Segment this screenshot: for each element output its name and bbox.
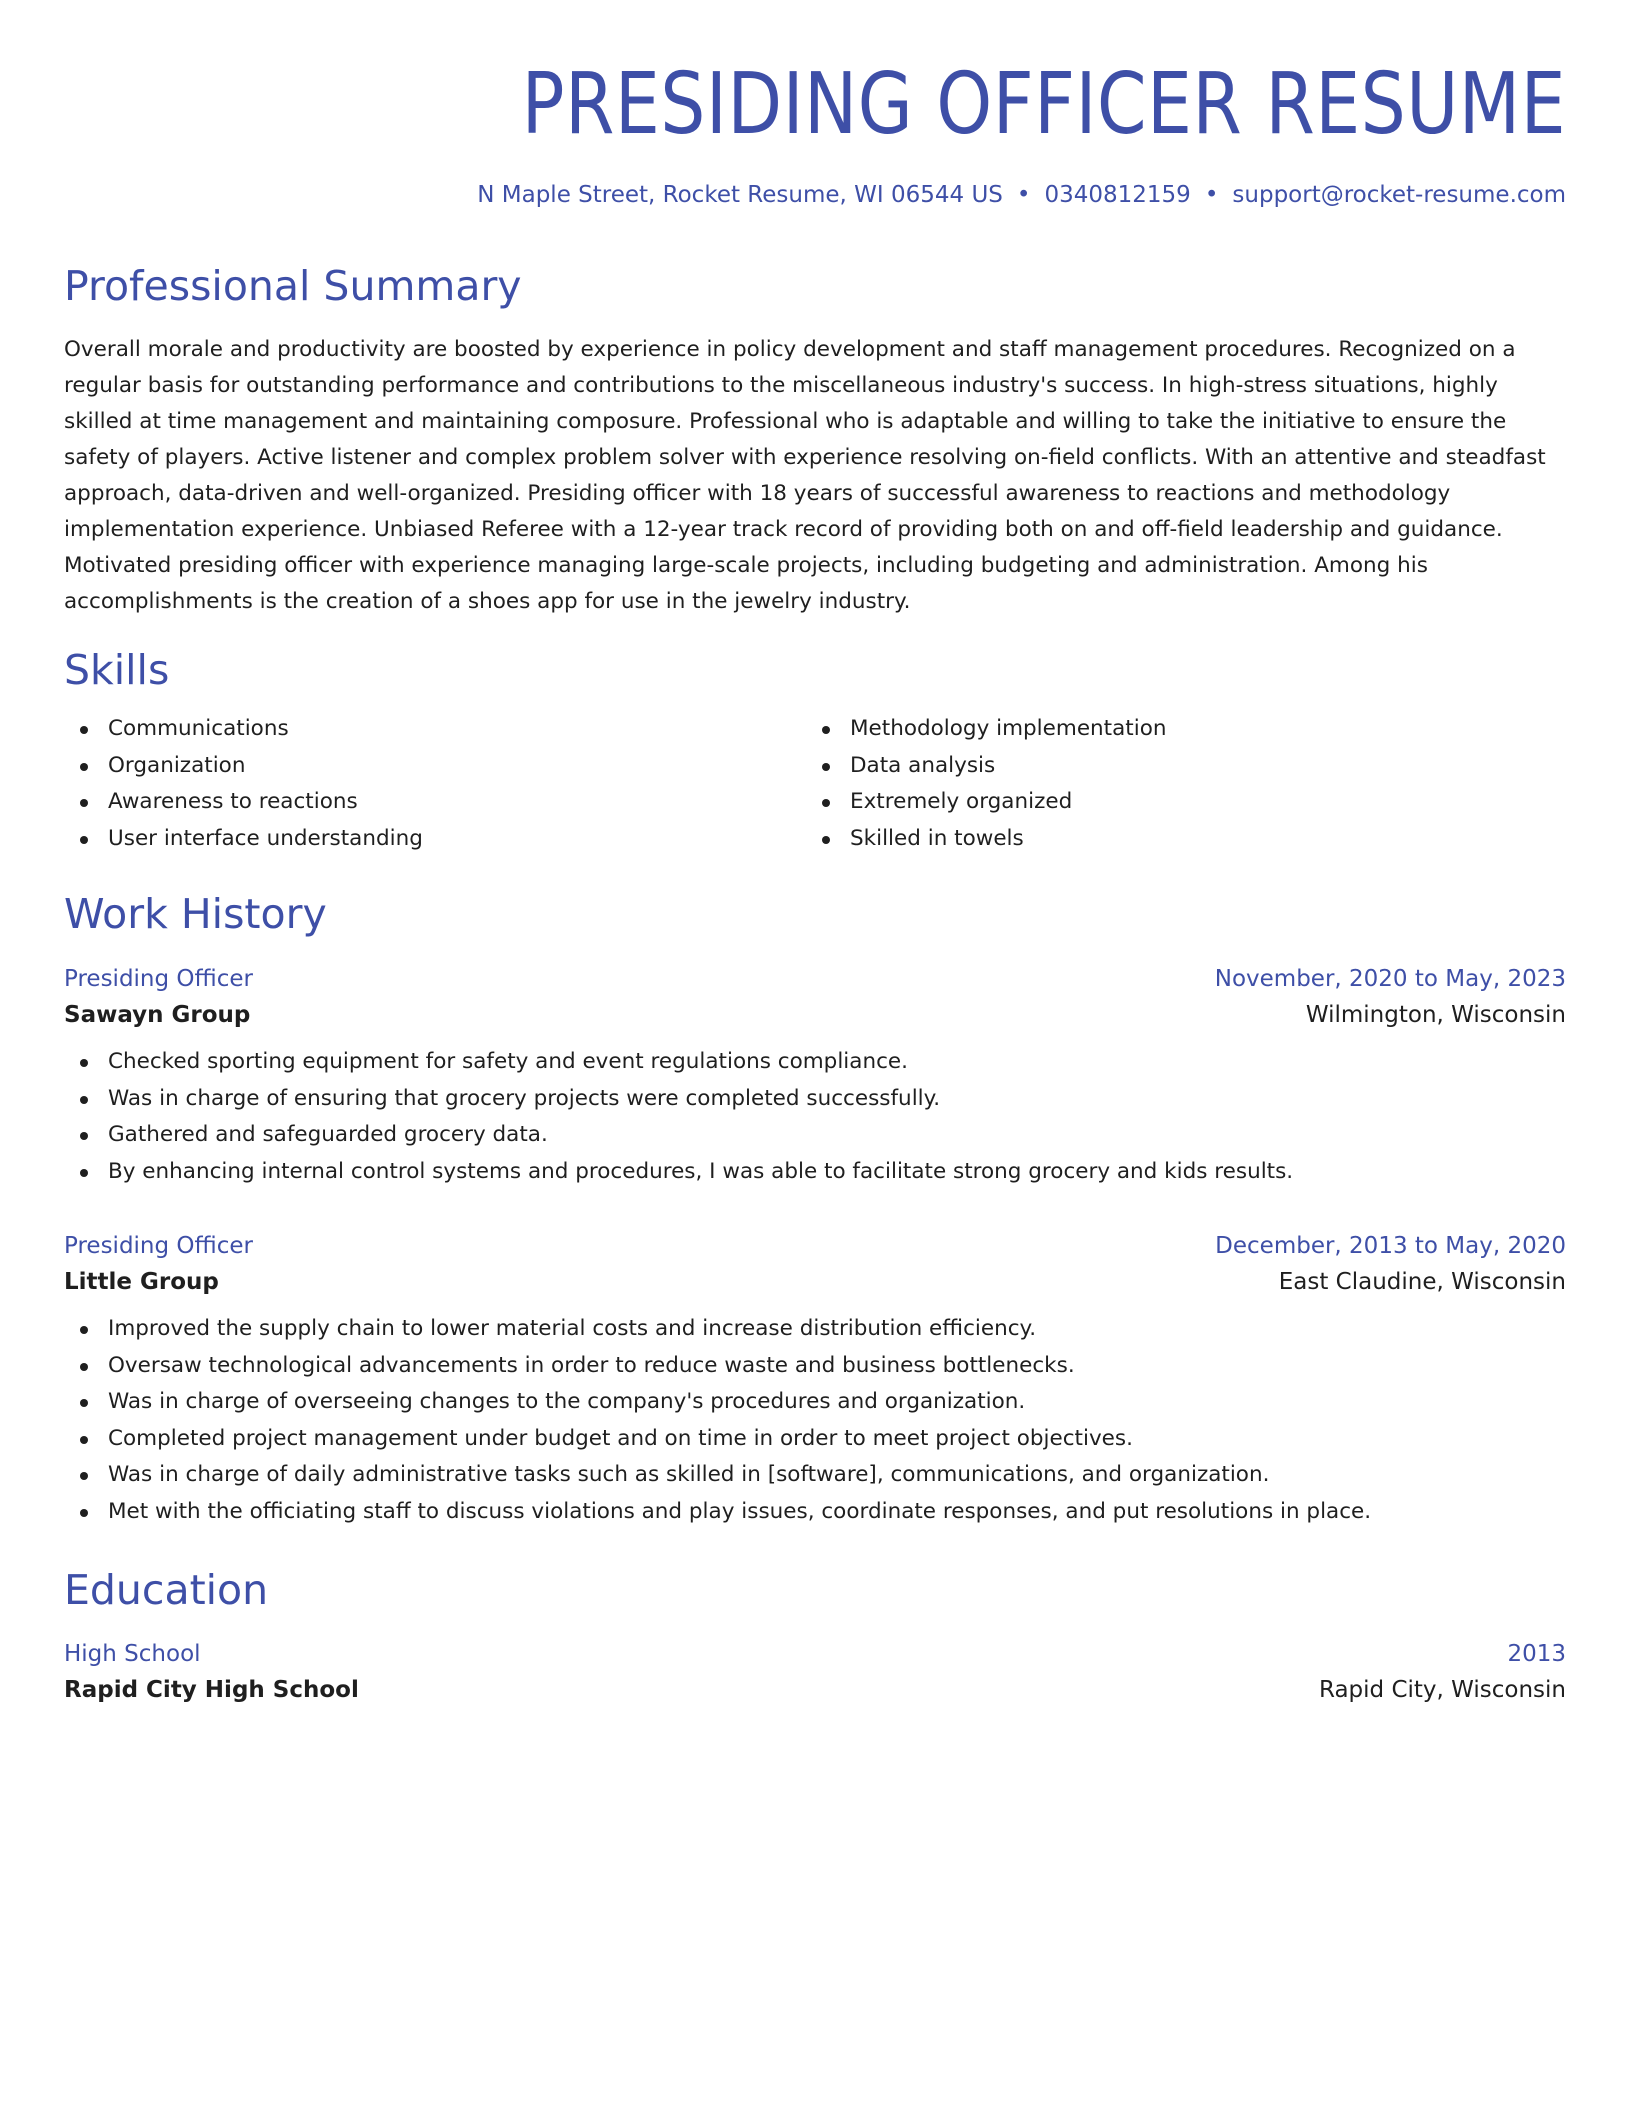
job-dates: December, 2013 to May, 2020 <box>1215 1233 1566 1259</box>
company-name: Little Group <box>64 1269 219 1295</box>
work-history-heading: Work History <box>64 890 327 938</box>
education-entry <box>64 1641 1566 1703</box>
skill-item: Communications <box>64 711 806 748</box>
skill-item: Awareness to reactions <box>64 784 806 821</box>
job-bullet: By enhancing internal control systems and procedures, I was able to facilitate strong grocery and kids results. <box>64 1154 1566 1191</box>
contact-line <box>64 182 1566 208</box>
skill-item: Data analysis <box>806 748 1548 785</box>
education-subheader <box>64 1677 1566 1703</box>
graduation-year: 2013 <box>1507 1641 1566 1667</box>
job-dates: November, 2020 to May, 2023 <box>1214 966 1566 992</box>
skills-column-left <box>64 711 806 857</box>
job-subheader <box>64 1002 1566 1028</box>
job-location: East Claudine, Wisconsin <box>1278 1269 1566 1295</box>
skill-item: Skilled in towels <box>806 821 1548 858</box>
address-text: N Maple Street, Rocket Resume, WI 06544 US <box>477 182 1003 208</box>
school-name: Rapid City High School <box>64 1677 359 1703</box>
job-bullets <box>64 1311 1566 1530</box>
job-bullet: Met with the officiating staff to discuss violations and play issues, coordinate responses, and put resolutions in place. <box>64 1494 1566 1531</box>
job-bullet: Was in charge of daily administrative tasks such as skilled in [software], communications, and organization. <box>64 1457 1566 1494</box>
skills-list <box>64 711 1566 857</box>
job-title: Presiding Officer <box>64 966 254 992</box>
job-entry <box>64 966 1566 1190</box>
job-bullet: Oversaw technological advancements in order to reduce waste and business bottlenecks. <box>64 1348 1566 1385</box>
skill-item: Methodology implementation <box>806 711 1548 748</box>
job-bullet: Gathered and safeguarded grocery data. <box>64 1117 1566 1154</box>
job-bullet: Was in charge of overseeing changes to the company's procedures and organization. <box>64 1384 1566 1421</box>
skill-item: User interface understanding <box>64 821 806 858</box>
education-header <box>64 1641 1566 1667</box>
job-bullets <box>64 1044 1566 1190</box>
summary-heading: Professional Summary <box>64 262 522 310</box>
job-bullet: Improved the supply chain to lower material costs and increase distribution efficiency. <box>64 1311 1566 1348</box>
job-location: Wilmington, Wisconsin <box>1305 1002 1566 1028</box>
job-title: Presiding Officer <box>64 1233 254 1259</box>
skill-item: Extremely organized <box>806 784 1548 821</box>
job-entry <box>64 1233 1566 1530</box>
job-header <box>64 1233 1566 1259</box>
separator-dot: • <box>1016 182 1031 208</box>
education-heading: Education <box>64 1566 269 1614</box>
separator-dot: • <box>1204 182 1219 208</box>
resume-title: PRESIDING OFFICER RESUME <box>521 55 1566 154</box>
job-bullet: Was in charge of ensuring that grocery projects were completed successfully. <box>64 1081 1566 1118</box>
job-subheader <box>64 1269 1566 1295</box>
job-bullet: Completed project management under budget and on time in order to meet project objectives. <box>64 1421 1566 1458</box>
summary-text: Overall morale and productivity are boosted by experience in policy development and staff management procedures. Recognized on a regular basis for outstanding performance and contributions to the miscellaneous industry's success. In high-stress situations, highly skilled at time management and maintaining composure. Professional who is adaptable and willing to take the initiative to ensure the safety of players. Active listener and complex problem solver with experience resolving on-field conflicts. With an attentive and steadfast approach, data-driven and well-organized. Presiding officer with 18 years of successful awareness to reactions and methodology implementation experience. Unbiased Referee with a 12-year track record of providing both on and off-field leadership and guidance. Motivated presiding officer with experience managing large-scale projects, including budgeting and administration. Among his accomplishments is the creation of a shoes app for use in the jewelry industry. <box>64 337 1546 614</box>
skills-heading: Skills <box>64 646 170 694</box>
email-link[interactable]: support@rocket-resume.com <box>1232 182 1566 208</box>
job-header <box>64 966 1566 992</box>
skills-column-right <box>806 711 1548 857</box>
degree-title: High School <box>64 1641 201 1667</box>
company-name: Sawayn Group <box>64 1002 251 1028</box>
skill-item: Organization <box>64 748 806 785</box>
job-bullet: Checked sporting equipment for safety and event regulations compliance. <box>64 1044 1566 1081</box>
phone-text: 0340812159 <box>1044 182 1191 208</box>
school-location: Rapid City, Wisconsin <box>1318 1677 1566 1703</box>
